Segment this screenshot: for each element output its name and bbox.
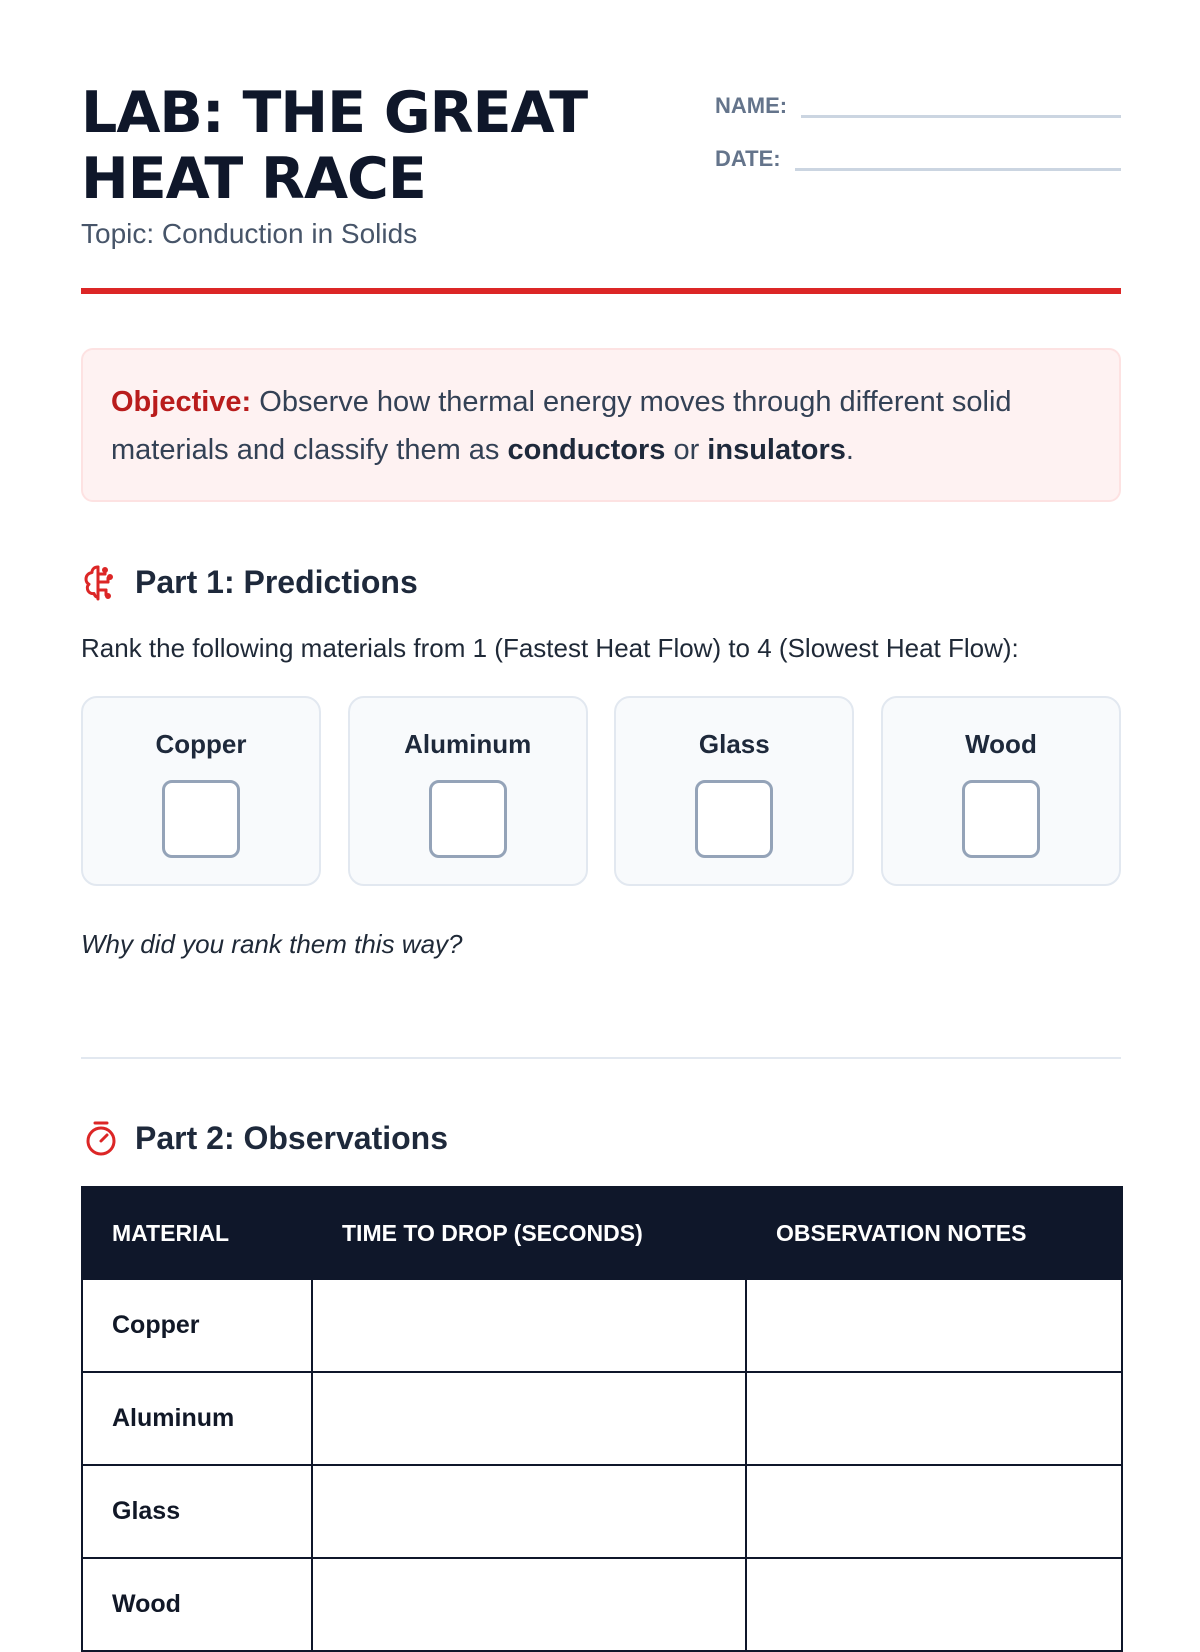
stopwatch-icon (81, 1118, 121, 1158)
row-material: Glass (82, 1465, 312, 1558)
material-card-glass (614, 696, 854, 886)
table-row (82, 1465, 1122, 1558)
header-divider (81, 288, 1121, 294)
material-card-wood (881, 696, 1121, 886)
material-card-label: Glass (698, 729, 770, 759)
material-card-copper (81, 696, 321, 886)
table-row (82, 1279, 1122, 1372)
objective-text-3: . (845, 434, 854, 466)
material-card-aluminum (348, 696, 588, 886)
why-prompt: Why did you rank them this way? (81, 929, 463, 959)
rank-input-aluminum[interactable] (429, 780, 507, 858)
time-cell[interactable] (312, 1558, 746, 1651)
rank-input-copper[interactable] (162, 780, 240, 858)
part2-heading (81, 1118, 448, 1158)
worksheet-content (81, 0, 1121, 1618)
student-fields (715, 84, 1121, 190)
date-label: DATE: (715, 146, 781, 171)
column-header-notes: OBSERVATION NOTES (746, 1187, 1122, 1279)
row-material: Aluminum (82, 1372, 312, 1465)
row-material: Copper (82, 1279, 312, 1372)
table-header-row (82, 1187, 1122, 1279)
date-field[interactable] (715, 137, 1121, 173)
name-label: NAME: (715, 93, 788, 118)
rank-input-wood[interactable] (962, 780, 1040, 858)
objective-text-1: Observe how thermal energy moves through different solid materials and classify them as (111, 386, 1012, 466)
material-cards (81, 696, 1121, 886)
notes-cell[interactable] (746, 1465, 1122, 1558)
notes-cell[interactable] (746, 1558, 1122, 1651)
time-cell[interactable] (312, 1465, 746, 1558)
objective-term-insulators: insulators (707, 434, 846, 466)
material-card-label: Wood (965, 729, 1037, 759)
date-line[interactable] (795, 148, 1121, 171)
objective-term-conductors: conductors (507, 434, 666, 466)
time-cell[interactable] (312, 1279, 746, 1372)
worksheet-header (81, 0, 1121, 296)
objective-box (81, 348, 1121, 502)
table-row (82, 1372, 1122, 1465)
notes-cell[interactable] (746, 1279, 1122, 1372)
section-divider (81, 1057, 1121, 1059)
part1-heading (81, 562, 418, 602)
column-header-time: TIME TO DROP (SECONDS) (312, 1187, 746, 1279)
name-line[interactable] (801, 95, 1121, 118)
row-material: Wood (82, 1558, 312, 1651)
part2-title: Part 2: Observations (135, 1120, 448, 1156)
page-subtitle: Topic: Conduction in Solids (81, 218, 418, 249)
rank-instructions: Rank the following materials from 1 (Fastest Heat Flow) to 4 (Slowest Heat Flow): (81, 633, 1019, 663)
objective-text-2: or (665, 434, 708, 466)
table-row (82, 1558, 1122, 1651)
page-title: LAB: THE GREAT HEAT RACE (81, 80, 588, 212)
material-card-label: Aluminum (404, 729, 532, 759)
observation-table (81, 1186, 1123, 1652)
material-card-label: Copper (155, 729, 247, 759)
part1-title: Part 1: Predictions (135, 564, 418, 600)
brain-icon (81, 562, 121, 602)
name-field[interactable] (715, 84, 1121, 120)
notes-cell[interactable] (746, 1372, 1122, 1465)
time-cell[interactable] (312, 1372, 746, 1465)
rank-input-glass[interactable] (695, 780, 773, 858)
objective-label: Objective: (111, 386, 252, 418)
column-header-material: MATERIAL (82, 1187, 312, 1279)
